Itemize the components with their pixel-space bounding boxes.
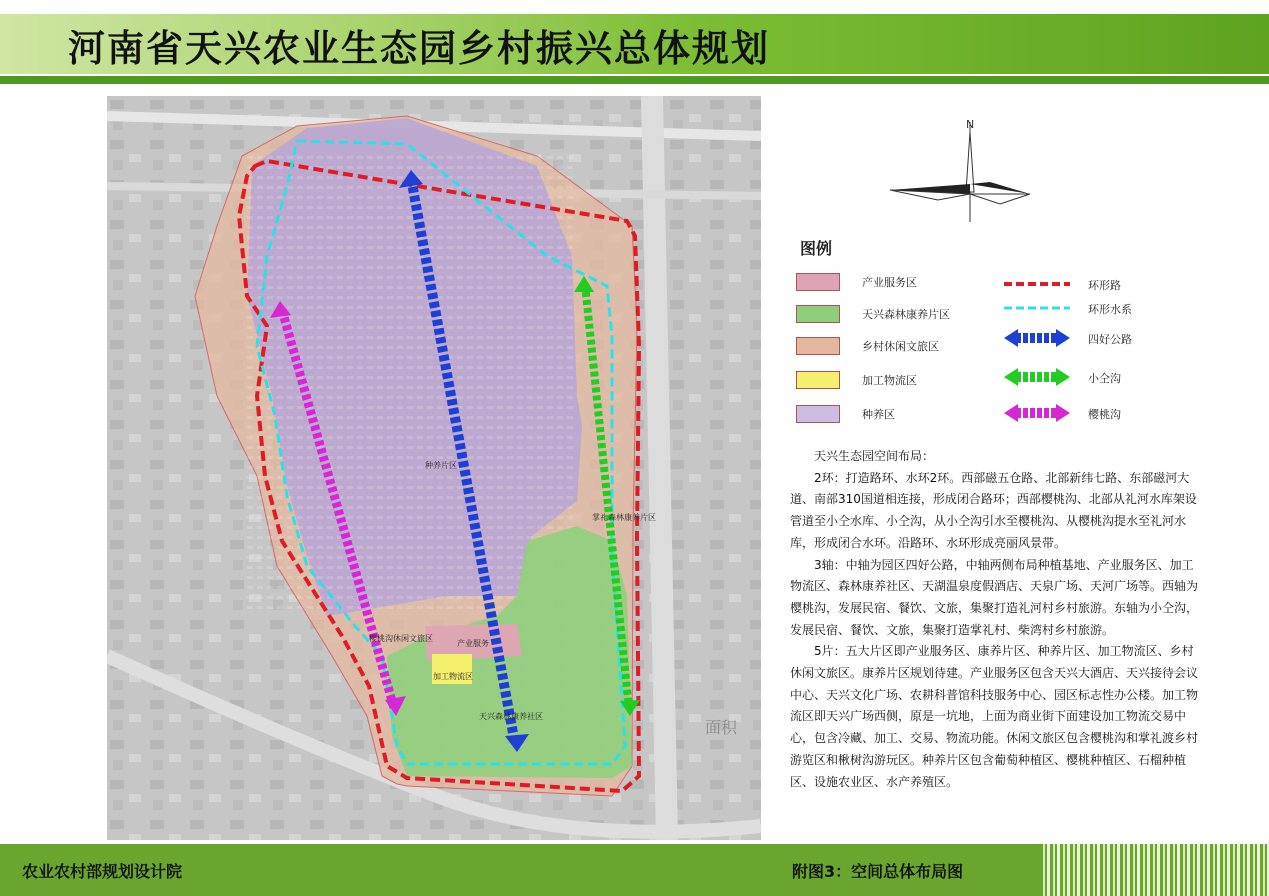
- red-dashed-line-icon: [1002, 273, 1072, 295]
- header-rule: [0, 76, 1269, 84]
- layout-description: [790, 446, 1200, 793]
- page-title: 河南省天兴农业生态园乡村振兴总体规划: [68, 27, 770, 70]
- barcode-decoration: [1040, 844, 1269, 896]
- blue-double-arrow-icon: [1002, 327, 1072, 349]
- swatch-forest: [796, 305, 840, 323]
- swatch-leisure: [796, 337, 840, 355]
- page-footer: [0, 844, 1269, 896]
- legend-xiaoquangou: [1002, 366, 1222, 388]
- institute-name: 农业农村部规划设计院: [22, 862, 183, 881]
- label-zhangli: 掌礼森林康养片区: [592, 513, 656, 522]
- label-industry: 产业服务: [457, 639, 489, 648]
- legend-label: 产业服务区: [862, 276, 917, 289]
- description-rings: 2环：打造路环、水环2环。西部磁五仓路、北部新纬七路、东部磁河大道、南部310国道相连接，形成闭合路环；西部樱桃沟、北部从礼河水库架设管道至小仝水库、小仝沟，从小仝沟引水至樱桃沟、从樱桃沟提水至礼河水库，形成闭合水环。沿路环、水环形成亮丽风景带。: [790, 470, 1197, 550]
- legend-zone-forest: [796, 303, 996, 325]
- label-forest-community: 天兴森林康养社区: [479, 712, 543, 721]
- description-heading: 天兴生态园空间布局：: [814, 449, 935, 463]
- page-header: [0, 0, 1269, 88]
- legend-title: 图例: [800, 239, 833, 258]
- north-arrow: [880, 112, 1040, 232]
- swatch-industry: [796, 273, 840, 291]
- legend-label: 乡村休闲文旅区: [862, 340, 939, 353]
- map-svg: [107, 96, 761, 840]
- figure-caption: 附图3：空间总体布局图: [792, 862, 964, 881]
- swatch-planting: [796, 405, 840, 423]
- cyan-dashed-line-icon: [1002, 297, 1072, 319]
- north-label: N: [966, 118, 975, 131]
- legend-label: 小仝沟: [1088, 372, 1121, 385]
- legend-ring-road: [1002, 273, 1222, 295]
- road-east-highway: [652, 96, 667, 840]
- legend-label: 加工物流区: [862, 374, 917, 387]
- magenta-double-arrow-icon: [1002, 402, 1072, 424]
- site-map: [107, 96, 761, 840]
- legend-label: 樱桃沟: [1088, 408, 1121, 421]
- legend-zone-processing: [796, 369, 996, 391]
- legend-zone-industry: [796, 271, 996, 293]
- legend-zone-planting: [796, 403, 996, 425]
- legend-yingtaogou: [1002, 402, 1222, 424]
- legend-label: 四好公路: [1088, 333, 1132, 346]
- description-axes: 3轴：中轴为园区四好公路，中轴两侧布局种植基地、产业服务区、加工物流区、森林康养社区、天湖温泉度假酒店、天泉广场、天河广场等。西轴为樱桃沟，发展民宿、餐饮、文旅，集聚打造礼河村乡村旅游。东轴为小仝沟，发展民宿、餐饮、文旅，集聚打造掌礼村、柴湾村乡村旅游。: [790, 557, 1199, 637]
- legend-label: 天兴森林康养片区: [862, 308, 950, 321]
- area-watermark: 面积: [705, 718, 738, 737]
- label-cherry: 樱桃沟休闲文旅区: [369, 634, 433, 643]
- compass-icon: [880, 112, 1040, 232]
- legend-label: 种养区: [862, 408, 895, 421]
- description-zones: 5片：五大片区即产业服务区、康养片区、种养片区、加工物流区、乡村休闲文旅区。康养片区规划待建。产业服务区包含天兴大酒店、天兴接待会议中心、天兴文化广场、农耕科普馆科技服务中心、园区标志性办公楼。加工物流区即天兴广场西侧，原是一坑地，上面为商业街下面建设加工物流交易中心，包含冷藏、加工、交易、物流功能。休闲文旅区包含樱桃沟和掌礼渡乡村游览区和楸树沟游玩区。种养片区包含葡萄种植区、樱桃种植区、石榴种植区、设施农业区、水产养殖区。: [790, 644, 1199, 789]
- label-planting: 种养片区: [425, 461, 457, 470]
- legend-label: 环形水系: [1088, 303, 1132, 316]
- green-double-arrow-icon: [1002, 366, 1072, 388]
- legend-ring-water: [1002, 297, 1222, 319]
- swatch-processing: [796, 371, 840, 389]
- legend-label: 环形路: [1088, 279, 1121, 292]
- label-processing: 加工物流区: [433, 672, 473, 681]
- legend-zone-leisure: [796, 335, 996, 357]
- legend-sihao-road: [1002, 327, 1222, 349]
